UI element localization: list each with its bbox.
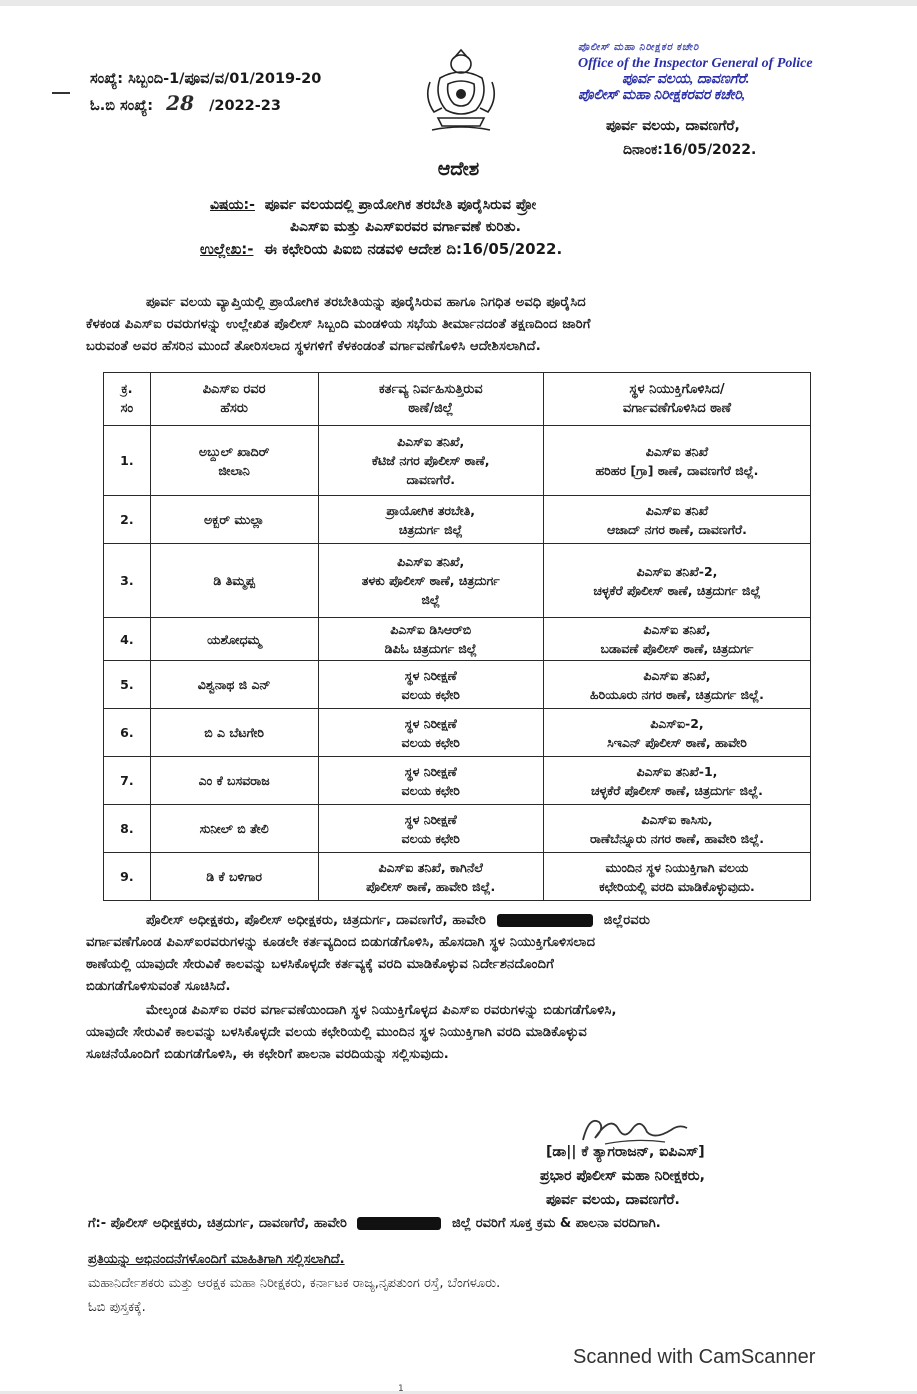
cell-name-line: ಯಶೋಧಮ್ಮ bbox=[207, 631, 262, 647]
cell-posted-station bbox=[543, 757, 810, 805]
instruction-line-2: ವರ್ಗಾವಣೆಗೊಂಡ ಪಿಎಸ್‌ಐರವರುಗಳನ್ನು ಕೂಡಲೇ ಕರ್ತವ್ಯದಿಂದ ಬಿಡುಗಡೆಗೊಳಿಸಿ, ಹೊಸದಾಗಿ ಸ್ಥಳ ನಿಯುಕ್ತಿಗೊಳಿಸಲಾದ bbox=[86, 935, 596, 950]
cell-posted-station-line: ಸಿಇಎನ್ ಪೊಲೀಸ್ ಠಾಣೆ, ಹಾವೇರಿ bbox=[607, 734, 747, 750]
col-header-serial: ಕ್ರ. ಸಂ bbox=[104, 373, 151, 426]
cell-posted-station-line: ಪಿಎಸ್‌ಐ ತನಿಖೆ bbox=[645, 443, 709, 459]
table-row bbox=[104, 618, 811, 661]
scanner-watermark: Scanned with CamScanner bbox=[573, 1346, 816, 1368]
cell-current-station-line: ಪಿಎಸ್‌ಐ ತನಿಖೆ, bbox=[397, 554, 465, 569]
release-line-3: ಸೂಚನೆಯೊಂದಿಗೆ ಬಿಡುಗಡೆಗೊಳಿಸಿ, ಈ ಕಛೇರಿಗೆ ಪಾಲನಾ ವರದಿಯನ್ನು ಸಲ್ಲಿಸುವುದು. bbox=[86, 1047, 449, 1062]
stamp-office-line: ಪೊಲೀಸ್ ಮಹಾ ನಿರೀಕ್ಷಕರವರ ಕಚೇರಿ, bbox=[578, 88, 746, 103]
intro-line-1: ಪೂರ್ವ ವಲಯ ವ್ಯಾಪ್ತಿಯಲ್ಲಿ ಪ್ರಾಯೋಗಿಕ ತರಬೇತಿಯನ್ನು ಪೂರೈಸಿರುವ ಹಾಗೂ ನಿಗಧಿತ ಅವಧಿ ಪೂರೈಸಿದ bbox=[146, 295, 586, 310]
signatory-designation: ಪ್ರಭಾರ ಪೊಲೀಸ್ ಮಹಾ ನಿರೀಕ್ಷಕರು, bbox=[540, 1168, 705, 1184]
cell-current-station-line: ವಲಯ ಕಛೇರಿ bbox=[401, 830, 460, 846]
subject-label: ವಿಷಯ:- bbox=[210, 197, 255, 213]
margin-mark bbox=[52, 92, 70, 94]
cell-current-station bbox=[318, 853, 543, 901]
table-row bbox=[104, 544, 811, 618]
table-row bbox=[104, 661, 811, 709]
cell-current-station bbox=[318, 709, 543, 757]
cell-posted-station-line: ಹರಿಹರ [ಗ್ರಾ] ಠಾಣೆ, ದಾವಣಗೆರೆ ಜಿಲ್ಲೆ. bbox=[595, 462, 759, 478]
cell-posted-station-line: ಚಳ್ಳಕೆರೆ ಪೊಲೀಸ್ ಠಾಣೆ, ಚಿತ್ರದುರ್ಗ ಜಿಲ್ಲೆ bbox=[593, 582, 761, 598]
cell-posted-station bbox=[543, 496, 810, 544]
ob-number-handwritten: 28 bbox=[166, 91, 195, 115]
cell-current-station bbox=[318, 426, 543, 496]
cell-current-station-line: ಪ್ರಾಯೋಗಿಕ ತರಬೇತಿ, bbox=[386, 502, 476, 518]
cell-posted-station bbox=[543, 709, 810, 757]
release-paragraph bbox=[86, 1000, 826, 1066]
cell-current-station-line: ಪಿಎಸ್‌ಐ ಡಿಸಿಆರ್‌ಬಿ bbox=[390, 622, 472, 637]
table-header-row bbox=[104, 373, 811, 426]
signatory-zone: ಪೂರ್ವ ವಲಯ, ದಾವಣಗೆರೆ. bbox=[546, 1192, 680, 1208]
table-row bbox=[104, 757, 811, 805]
col-header-name: ಪಿಎಸ್‌ಐ ರವರ ಹೆಸರು bbox=[150, 373, 318, 426]
cell-posted-station-line: ಪಿಎಸ್‌ಐ ಕಾಸಿಸು, bbox=[641, 811, 713, 827]
reference-label: ಉಲ್ಲೇಖ:- bbox=[200, 240, 254, 258]
cell-posted-station-line: ಮುಂದಿನ ಸ್ಥಳ ನಿಯುಕ್ತಿಗಾಗಿ ವಲಯ bbox=[605, 859, 749, 875]
cell-current-station-line: ಸ್ಥಳ ನಿರೀಕ್ಷಣೆ bbox=[404, 667, 457, 683]
cell-name bbox=[150, 544, 318, 618]
cell-serial: 3. bbox=[104, 544, 151, 618]
cell-name-line: ಸುನೀಲ್ ಬಿ ತೇಲಿ bbox=[199, 821, 269, 836]
ob-book-line: ಓಬಿ ಪುಸ್ತಕಕ್ಕೆ. bbox=[88, 1300, 146, 1315]
cell-current-station bbox=[318, 805, 543, 853]
cell-posted-station-line: ಬಡಾವಣೆ ಪೊಲೀಸ್ ಠಾಣೆ, ಚಿತ್ರದುರ್ಗ bbox=[600, 641, 754, 656]
cell-current-station-line: ಪಿಎಸ್‌ಐ ತನಿಖೆ, bbox=[397, 434, 465, 449]
redaction-mark bbox=[497, 914, 593, 927]
cell-posted-station bbox=[543, 805, 810, 853]
cell-name-line: ಡಿ ತಿಮ್ಮಪ್ಪ bbox=[213, 573, 255, 588]
cell-posted-station-line: ಪಿಎಸ್‌ಐ ತನಿಖೆ-2, bbox=[636, 563, 718, 579]
cell-name-line: ಬಿ ಎ ಬೆಟಗೇರಿ bbox=[204, 725, 265, 740]
reference-number: ಸಂಖ್ಯೆ: ಸಿಬ್ಬಂದಿ-1/ಪೂವ/ವ/01/2019-20 bbox=[90, 71, 322, 87]
table-row bbox=[104, 426, 811, 496]
copy-recipient: ಮಹಾನಿರ್ದೇಶಕರು ಮತ್ತು ಆರಕ್ಷಕ ಮಹಾ ನಿರೀಕ್ಷಕರು, ಕರ್ನಾಟಕ ರಾಜ್ಯ,ನೃಪತುಂಗ ರಸ್ತೆ, ಬೆಂಗಳೂರು. bbox=[88, 1276, 501, 1291]
instruction-line-1-start: ಪೊಲೀಸ್ ಅಧೀಕ್ಷಕರು, ಪೊಲೀಸ್ ಅಧೀಕ್ಷಕರು, ಚಿತ್ರದುರ್ಗ, ದಾವಣಗೆರೆ, ಹಾವೇರಿ bbox=[146, 913, 487, 928]
ob-year: /2022-23 bbox=[209, 98, 281, 114]
order-date: ದಿನಾಂಕ:16/05/2022. bbox=[623, 142, 757, 158]
cell-posted-station bbox=[543, 853, 810, 901]
table-body bbox=[104, 426, 811, 901]
signatory-name: [ಡಾ|| ಕೆ ತ್ಯಾಗರಾಜನ್, ಐಪಿಎಸ್] bbox=[546, 1144, 705, 1160]
transfer-table bbox=[103, 372, 811, 901]
instruction-line-3: ಠಾಣೆಯಲ್ಲಿ ಯಾವುದೇ ಸೇರುವಿಕೆ ಕಾಲವನ್ನು ಬಳಸಿಕೊಳ್ಳದೇ ಕರ್ತವ್ಯಕ್ಕೆ ವರದಿ ಮಾಡಿಕೊಳ್ಳುವ ನಿರ್ದೇಶನದೊಂದಿಗೆ bbox=[86, 957, 554, 972]
col-header-current-station: ಕರ್ತವ್ಯ ನಿರ್ವಹಿಸುತ್ತಿರುವ ಠಾಣೆ/ಜಿಲ್ಲೆ bbox=[318, 373, 543, 426]
cell-posted-station-line: ಕಛೇರಿಯಲ್ಲಿ ವರದಿ ಮಾಡಿಕೊಳ್ಳುವುದು. bbox=[599, 878, 755, 894]
cell-current-station-line: ವಲಯ ಕಛೇರಿ bbox=[401, 782, 460, 798]
cell-posted-station bbox=[543, 544, 810, 618]
ob-prefix: ಓ.ಬಿ ಸಂಖ್ಯೆ: bbox=[90, 98, 154, 114]
cell-name bbox=[150, 709, 318, 757]
cell-current-station bbox=[318, 757, 543, 805]
cell-name bbox=[150, 805, 318, 853]
cell-posted-station-line: ಪಿಎಸ್‌ಐ ತನಿಖೆ-1, bbox=[636, 763, 718, 779]
ob-number-line bbox=[90, 92, 281, 117]
cell-current-station bbox=[318, 618, 543, 661]
cell-posted-station-line: ಪಿಎಸ್‌ಐ ತನಿಖೆ, bbox=[643, 667, 711, 683]
cell-name-line: ಜೀಲಾನಿ bbox=[218, 462, 250, 478]
cell-serial: 9. bbox=[104, 853, 151, 901]
intro-line-2: ಕೆಳಕಂಡ ಪಿಎಸ್‌ಐ ರವರುಗಳನ್ನು ಉಲ್ಲೇಖಿತ ಪೊಲೀಸ್ ಸಿಬ್ಬಂದಿ ಮಂಡಳಿಯ ಸಭೆಯ ತೀರ್ಮಾನದಂತೆ ತಕ್ಷಣದಿಂದ ಜಾರಿಗೆ bbox=[86, 317, 591, 332]
cell-current-station-line: ಸ್ಥಳ ನಿರೀಕ್ಷಣೆ bbox=[404, 763, 457, 779]
cell-current-station bbox=[318, 661, 543, 709]
addressee-start: ಗೆ:- ಪೊಲೀಸ್ ಅಧೀಕ್ಷಕರು, ಚಿತ್ರದುರ್ಗ, ದಾವಣಗೆರೆ, ಹಾವೇರಿ bbox=[88, 1216, 347, 1231]
release-line-2: ಯಾವುದೇ ಸೇರುವಿಕೆ ಕಾಲವನ್ನು ಬಳಸಿಕೊಳ್ಳದೇ ವಲಯ ಕಛೇರಿಯಲ್ಲಿ ಮುಂದಿನ ಸ್ಥಳ ನಿಯುಕ್ತಿಗಾಗಿ ವರದಿ ಮಾಡಿಕೊಳ್ಳುವ bbox=[86, 1025, 587, 1040]
addressee-end: ಜಿಲ್ಲೆ ರವರಿಗೆ ಸೂಕ್ತ ಕ್ರಮ & ಪಾಲನಾ ವರದಿಗಾಗಿ. bbox=[451, 1216, 661, 1231]
cell-name bbox=[150, 757, 318, 805]
subject-line-1: ಪೂರ್ವ ವಲಯದಲ್ಲಿ ಪ್ರಾಯೋಗಿಕ ತರಬೇತಿ ಪೂರೈಸಿರುವ ಪ್ರೋ bbox=[264, 197, 537, 213]
redaction-mark bbox=[357, 1217, 441, 1230]
stamp-zone-line: ಪೂರ್ವ ವಲಯ, ದಾವಣಗೆರೆ. bbox=[622, 72, 750, 87]
intro-paragraph bbox=[86, 292, 826, 358]
cell-posted-station bbox=[543, 661, 810, 709]
office-stamp bbox=[578, 40, 848, 104]
table-row bbox=[104, 496, 811, 544]
instruction-line-4: ಬಿಡುಗಡೆಗೊಳಿಸುವಂತೆ ಸೂಚಿಸಿದೆ. bbox=[86, 979, 231, 994]
subject-block bbox=[200, 194, 563, 260]
cell-current-station bbox=[318, 496, 543, 544]
cell-posted-station-line: ಆಜಾದ್ ನಗರ ಠಾಣೆ, ದಾವಣಗೆರೆ. bbox=[606, 521, 747, 537]
cell-name bbox=[150, 853, 318, 901]
cell-current-station-line: ವಲಯ ಕಛೇರಿ bbox=[401, 734, 460, 750]
cell-current-station-line: ಪಿಎಸ್‌ಐ ತನಿಖೆ, ಕಾಗಿನೆಲೆ bbox=[378, 859, 483, 875]
cell-serial: 5. bbox=[104, 661, 151, 709]
cell-name bbox=[150, 496, 318, 544]
cell-name-line: ಅಕ್ಬರ್ ಮುಲ್ಲಾ bbox=[204, 512, 265, 527]
cell-serial: 2. bbox=[104, 496, 151, 544]
cell-current-station-line: ಕೆಟಿಜೆ ನಗರ ಪೊಲೀಸ್ ಠಾಣೆ, bbox=[371, 453, 490, 468]
table-row bbox=[104, 709, 811, 757]
cell-current-station-line: ಸ್ಥಳ ನಿರೀಕ್ಷಣೆ bbox=[404, 715, 457, 731]
cell-name-line: ಅಬ್ದುಲ್ ಖಾದಿರ್ bbox=[198, 443, 270, 459]
addressee-line bbox=[88, 1212, 661, 1236]
col-header-posted-station: ಸ್ಥಳ ನಿಯುಕ್ತಿಗೊಳಿಸಿದ/ ವರ್ಗಾವಣೆಗೊಳಿಸಿದ ಠಾಣೆ bbox=[543, 373, 810, 426]
cell-posted-station-line: ಪಿಎಸ್‌ಐ ತನಿಖೆ, bbox=[643, 622, 711, 637]
cell-current-station-line: ಸ್ಥಳ ನಿರೀಕ್ಷಣೆ bbox=[404, 811, 457, 827]
cell-serial: 7. bbox=[104, 757, 151, 805]
copy-heading: ಪ್ರತಿಯನ್ನು ಅಭಿನಂದನೆಗಳೊಂದಿಗೆ ಮಾಹಿತಿಗಾಗಿ ಸಲ್ಲಿಸಲಾಗಿದೆ. bbox=[88, 1252, 345, 1267]
state-emblem-icon bbox=[418, 48, 504, 134]
document-page bbox=[0, 6, 917, 1394]
table-row bbox=[104, 853, 811, 901]
subject-line-2: ಪಿಎಸ್‌ಐ ಮತ್ತು ಪಿಎಸ್‌ಐರವರ ವರ್ಗಾವಣೆ ಕುರಿತು. bbox=[290, 219, 521, 235]
cell-name-line: ಡಿ ಕೆ ಬಳಿಗಾರ bbox=[206, 869, 263, 884]
cell-current-station-line: ಪೊಲೀಸ್ ಠಾಣೆ, ಹಾವೇರಿ ಜಿಲ್ಲೆ. bbox=[366, 878, 496, 894]
cell-current-station-line: ಚಿತ್ರದುರ್ಗ ಜಿಲ್ಲೆ bbox=[398, 521, 463, 537]
instruction-line-1 bbox=[86, 910, 826, 932]
cell-name bbox=[150, 426, 318, 496]
cell-name bbox=[150, 618, 318, 661]
cell-name-line: ವಿಶ್ವನಾಥ ಜಿ ಎನ್ bbox=[197, 677, 271, 692]
cell-posted-station bbox=[543, 426, 810, 496]
cell-serial: 6. bbox=[104, 709, 151, 757]
release-line-1: ಮೇಲ್ಕಂಡ ಪಿಎಸ್‌ಐ ರವರ ವರ್ಗಾವಣೆಯಿಂದಾಗಿ ಸ್ಥಳ ನಿಯುಕ್ತಿಗೊಳ್ಳದ ಪಿಎಸ್‌ಐ ರವರುಗಳನ್ನು ಬಿಡುಗಡೆಗೊಳಿಸಿ, bbox=[146, 1003, 617, 1018]
page-title: ಆದೇಶ bbox=[437, 158, 480, 180]
instruction-line-1-end: ಜಿಲ್ಲೆರವರು bbox=[603, 913, 651, 928]
reference-text: ಈ ಕಛೇರಿಯ ಪಿಐಬಿ ನಡವಳಿ ಆದೇಶ ದಿ:16/05/2022. bbox=[263, 240, 563, 258]
cell-posted-station-line: ರಾಣೆಬೆನ್ನೂರು ನಗರ ಠಾಣೆ, ಹಾವೇರಿ ಜಿಲ್ಲೆ. bbox=[589, 830, 764, 846]
cell-current-station-line: ತಳಕು ಪೊಲೀಸ್ ಠಾಣೆ, ಚಿತ್ರದುರ್ಗ bbox=[361, 573, 500, 588]
cell-posted-station-line: ಹಿರಿಯೂರು ನಗರ ಠಾಣೆ, ಚಿತ್ರದುರ್ಗ ಜಿಲ್ಲೆ. bbox=[590, 686, 764, 702]
cell-posted-station-line: ಪಿಎಸ್‌ಐ-2, bbox=[650, 715, 704, 731]
cell-posted-station bbox=[543, 618, 810, 661]
cell-serial: 4. bbox=[104, 618, 151, 661]
office-name-english: Office of the Inspector General of Police bbox=[578, 56, 813, 71]
cell-posted-station-line: ಚಳ್ಳಕೆರೆ ಪೊಲೀಸ್ ಠಾಣೆ, ಚಿತ್ರದುರ್ಗ ಜಿಲ್ಲೆ. bbox=[590, 782, 763, 798]
cell-current-station-line: ವಲಯ ಕಛೇರಿ bbox=[401, 686, 460, 702]
intro-line-3: ಬರುವಂತೆ ಅವರ ಹೆಸರಿನ ಮುಂದೆ ತೋರಿಸಲಾದ ಸ್ಥಳಗಳಿಗೆ ಕೆಳಕಂಡಂತೆ ವರ್ಗಾವಣೆಗೊಳಿಸಿ ಆದೇಶಿಸಲಾಗಿದೆ. bbox=[86, 339, 541, 354]
page-number: 1 bbox=[398, 1384, 404, 1394]
cell-current-station-line: ಜಿಲ್ಲೆ bbox=[421, 592, 440, 607]
instruction-paragraph bbox=[86, 910, 826, 998]
stamp-top-line: ಪೊಲೀಸ್ ಮಹಾ ನಿರೀಕ್ಷಕರ ಕಚೇರಿ bbox=[578, 42, 700, 53]
table-row bbox=[104, 805, 811, 853]
cell-current-station-line: ಡಿಪಿಓ ಚಿತ್ರದುರ್ಗ ಜಿಲ್ಲೆ bbox=[384, 641, 477, 656]
cell-current-station bbox=[318, 544, 543, 618]
cell-posted-station-line: ಪಿಎಸ್‌ಐ ತನಿಖೆ bbox=[645, 502, 709, 518]
office-zone: ಪೂರ್ವ ವಲಯ, ದಾವಣಗೆರೆ, bbox=[606, 118, 740, 134]
cell-name-line: ಎಂ ಕೆ ಬಸವರಾಜ bbox=[198, 773, 270, 788]
cell-serial: 1. bbox=[104, 426, 151, 496]
cell-serial: 8. bbox=[104, 805, 151, 853]
cell-current-station-line: ದಾವಣಗೆರೆ. bbox=[406, 472, 455, 487]
cell-name bbox=[150, 661, 318, 709]
